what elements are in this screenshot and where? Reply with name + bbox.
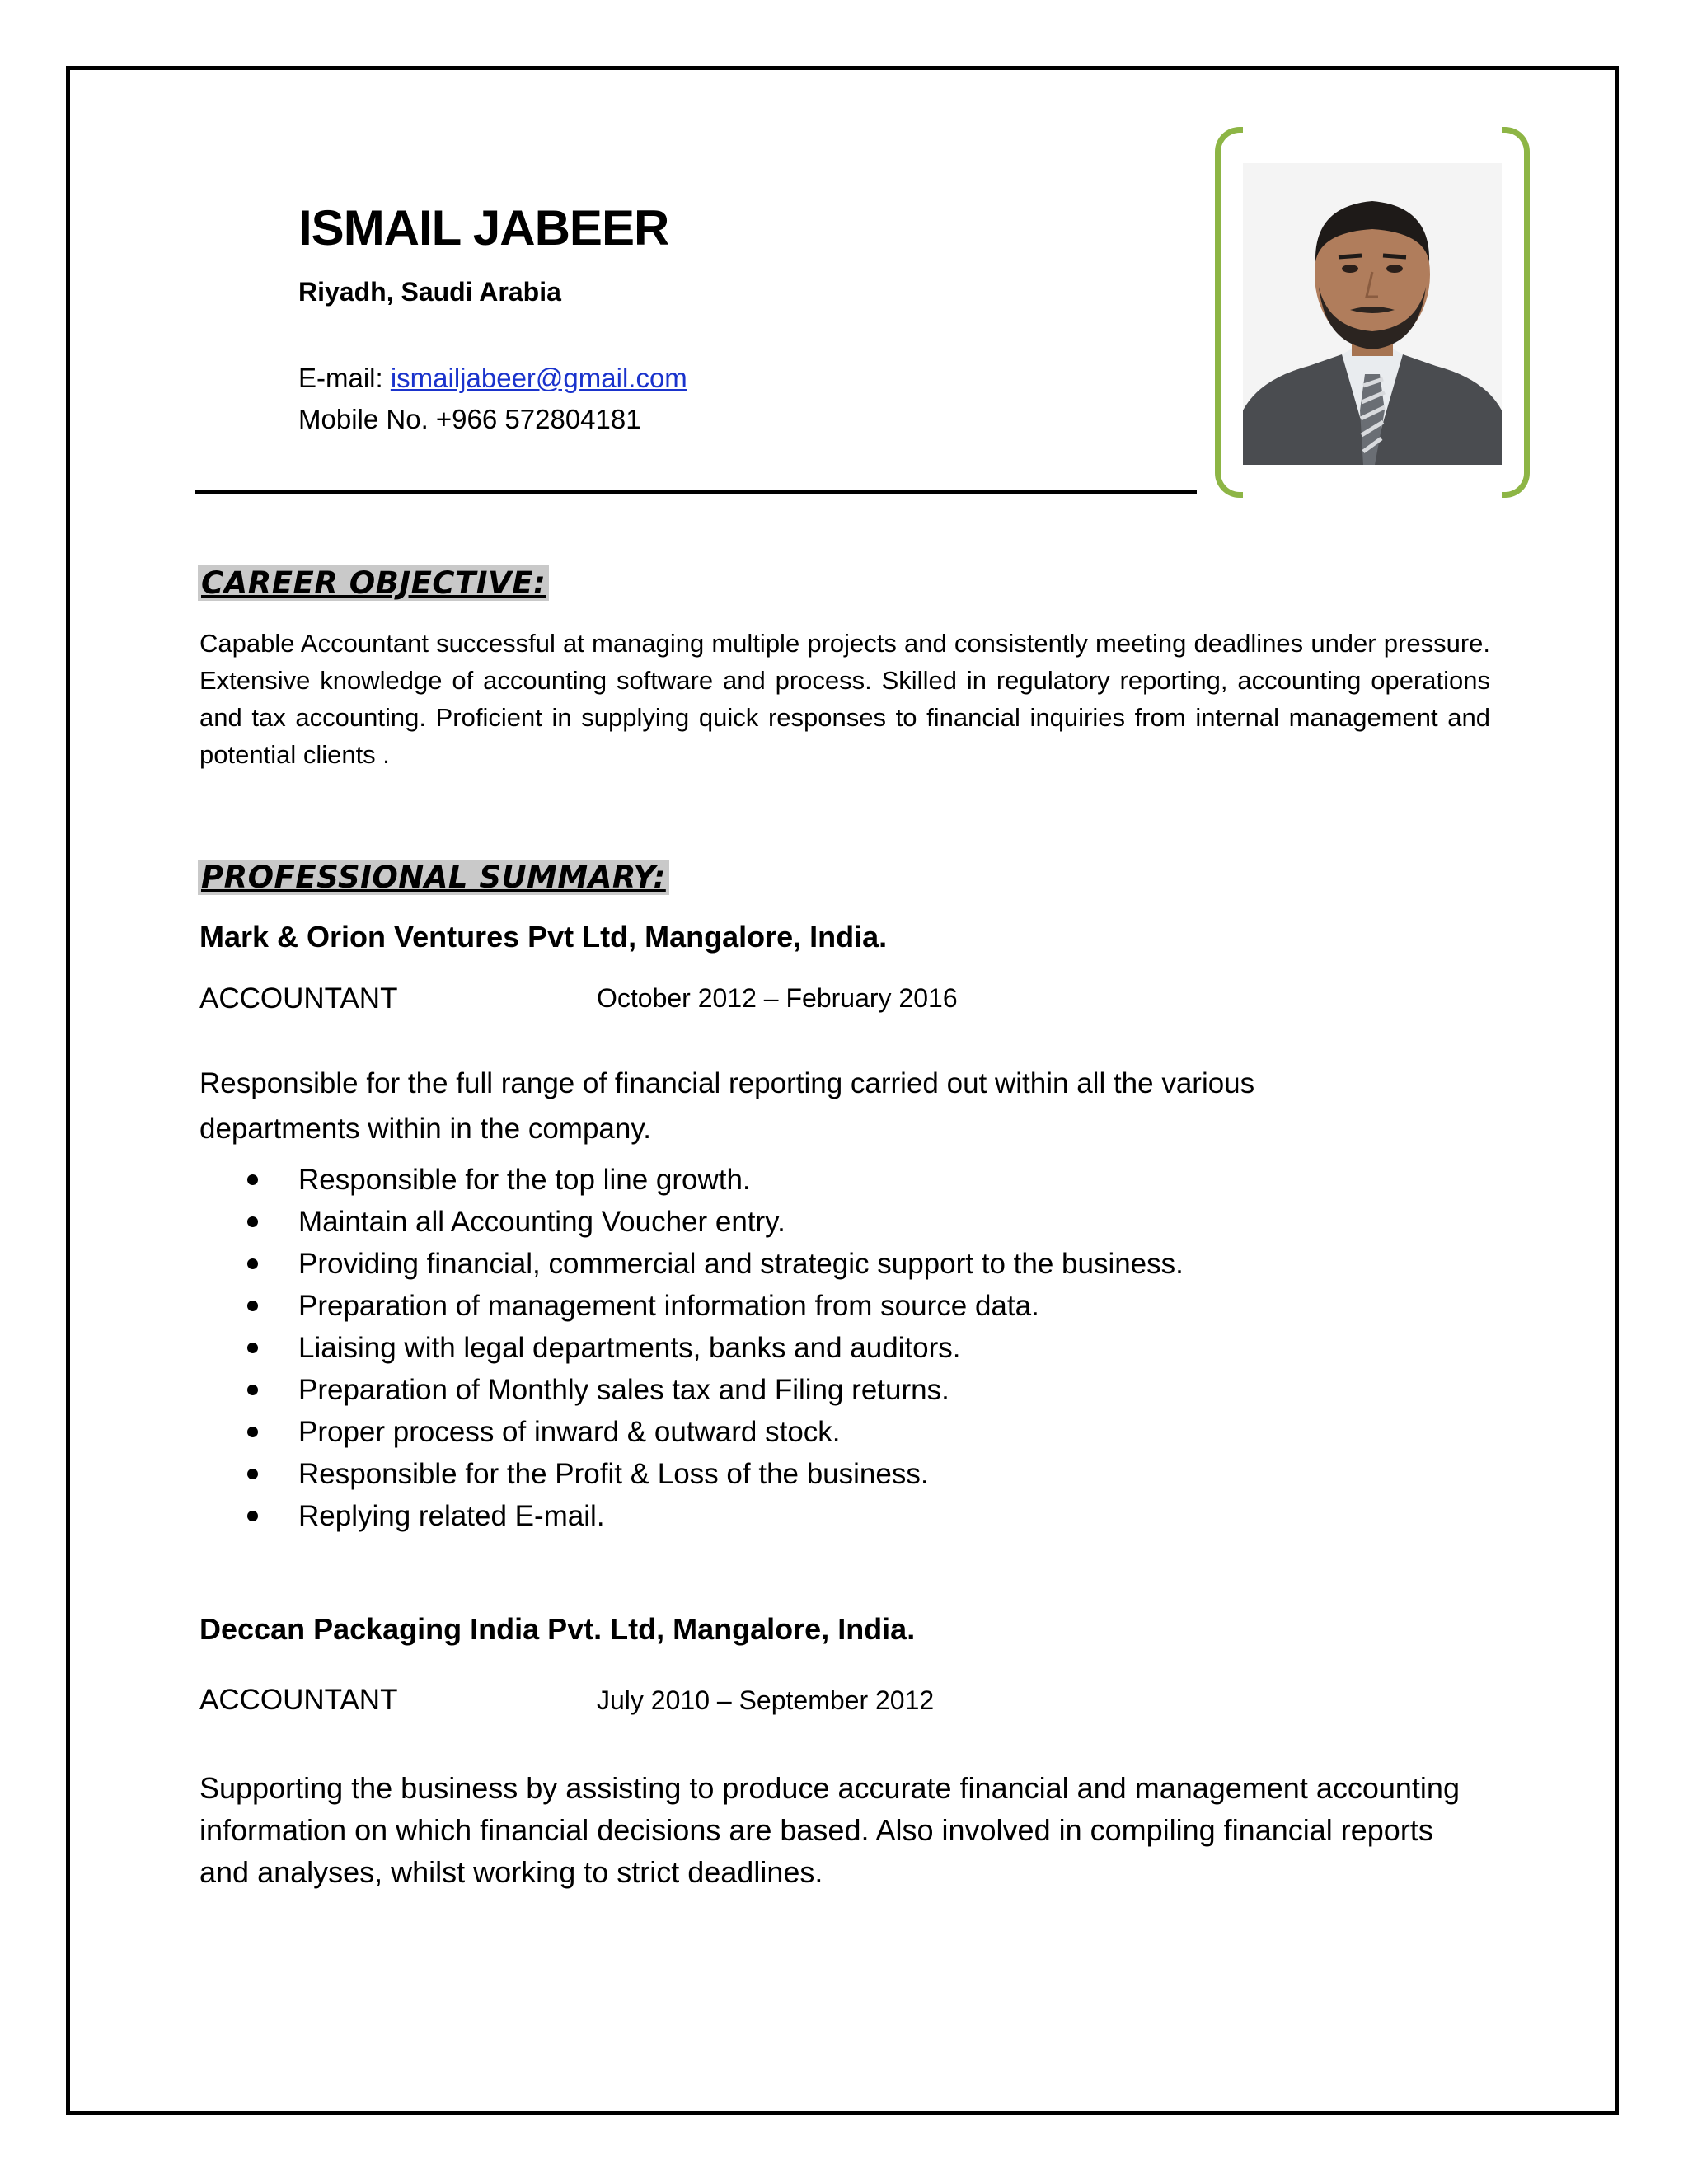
email-label: E-mail: bbox=[298, 363, 391, 393]
professional-summary-heading: PROFESSIONAL SUMMARY: bbox=[198, 860, 669, 895]
career-objective-heading: CAREER OBJECTIVE: bbox=[198, 565, 549, 601]
list-item: Responsible for the Profit & Loss of the business. bbox=[244, 1453, 1184, 1495]
mobile-number: Mobile No. +966 572804181 bbox=[298, 404, 641, 434]
email-link[interactable]: ismailjabeer@gmail.com bbox=[390, 363, 687, 393]
email-line bbox=[298, 363, 687, 394]
list-item: Preparation of management information from source data. bbox=[244, 1285, 1184, 1327]
job-description: Responsible for the full range of financial reporting carried out within all the various departments within in the company. bbox=[199, 1067, 1255, 1145]
candidate-name: ISMAIL JABEER bbox=[298, 200, 669, 255]
job-role: ACCOUNTANT bbox=[199, 982, 398, 1015]
job-dates: July 2010 – September 2012 bbox=[597, 1685, 935, 1715]
list-item: Preparation of Monthly sales tax and Filing returns. bbox=[244, 1369, 1184, 1411]
job-description: Supporting the business by assisting to produce accurate financial and management accounting information on which financial decisions are based. Also involved in compiling financial reports and analyses, whilst working to strict deadlines. bbox=[199, 1771, 1460, 1889]
list-item: Providing financial, commercial and strategic support to the business. bbox=[244, 1243, 1184, 1285]
portrait-illustration bbox=[1243, 163, 1502, 465]
header-divider bbox=[195, 490, 1197, 494]
candidate-location: Riyadh, Saudi Arabia bbox=[298, 277, 561, 307]
list-item: Proper process of inward & outward stock. bbox=[244, 1411, 1184, 1453]
career-objective-text: Capable Accountant successful at managing multiple projects and consistently meeting deadlines under pressure. Extensive knowledge of accounting software and process. Skilled in regulatory reporting, accounting operations and tax accounting. Proficient in supplying quick responses to financial inquiries from internal management and potential clients . bbox=[199, 629, 1490, 769]
job-role: ACCOUNTANT bbox=[199, 1684, 398, 1716]
photo-bracket-left bbox=[1215, 127, 1243, 498]
job-company: Mark & Orion Ventures Pvt Ltd, Mangalore, India. bbox=[199, 920, 888, 954]
photo-bracket-right bbox=[1502, 127, 1530, 498]
job-dates: October 2012 – February 2016 bbox=[597, 983, 958, 1013]
list-item: Responsible for the top line growth. bbox=[244, 1159, 1184, 1201]
responsibility-list bbox=[244, 1159, 1184, 1537]
list-item: Liaising with legal departments, banks and auditors. bbox=[244, 1327, 1184, 1369]
photo-frame bbox=[1215, 127, 1530, 498]
list-item: Replying related E-mail. bbox=[244, 1495, 1184, 1537]
job-company: Deccan Packaging India Pvt. Ltd, Mangalore, India. bbox=[199, 1612, 916, 1646]
profile-photo bbox=[1243, 163, 1502, 465]
list-item: Maintain all Accounting Voucher entry. bbox=[244, 1201, 1184, 1243]
